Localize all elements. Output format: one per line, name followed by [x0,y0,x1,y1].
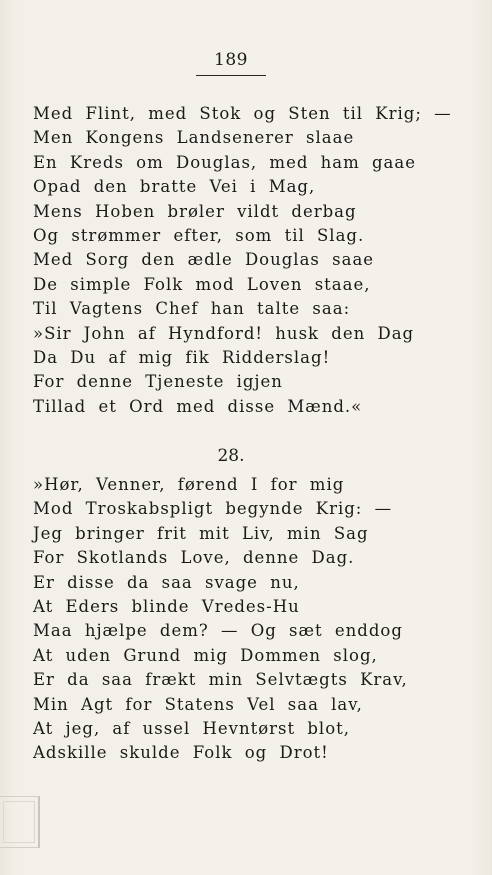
verse-line: Tillad et Ord med disse Mænd.« [33,396,363,416]
verse-line: Er disse da saa svage nu, [33,572,300,592]
verse-line: At jeg, af ussel Hevntørst blot, [33,718,351,738]
section-number: 28. [217,446,245,466]
verse-line: Mens Hoben brøler vildt derbag [33,201,357,221]
verse-line: Jeg bringer frit mit Liv, min Sag [33,523,369,543]
verse-line: Men Kongens Landsenerer slaae [33,128,355,148]
verse-line: »Sir John af Hyndford! husk den Dag [33,323,415,343]
verse-line: Er da saa frækt min Selvtægts Krav, [33,670,408,690]
verse-line: De simple Folk mod Loven staae, [33,274,371,294]
verse-line: Mod Troskabspligt begynde Krig: — [33,499,393,519]
verse-line: En Kreds om Douglas, med ham gaae [33,152,416,172]
verse-line: Maa hjælpe dem? — Og sæt enddog [33,621,403,641]
verse-line: For Skotlands Love, denne Dag. [33,548,355,568]
verse-line: Min Agt for Statens Vel saa lav, [33,694,363,714]
verse-line: »Hør, Venner, førend I for mig [33,475,345,494]
verse-line: Og strømmer efter, som til Slag. [33,225,365,245]
verse-line: At uden Grund mig Dommen slog, [33,645,378,665]
margin-stamp-mark [0,796,40,848]
verse-line: Opad den bratte Vei i Mag, [33,177,316,197]
verse-line: For denne Tjeneste igjen [33,372,283,392]
stanza-1 [33,102,452,419]
verse-line: Adskille skulde Folk og Drot! [33,743,329,763]
verse-line: Med Flint, med Stok og Sten til Krig; — [33,104,452,123]
page-number-rule [196,75,266,76]
verse-line: Med Sorg den ædle Douglas saae [33,250,375,270]
stanza-2 [33,473,433,766]
verse-line: Da Du af mig fik Ridderslag! [33,347,331,367]
verse-line: At Eders blinde Vredes-Hu [33,596,300,616]
verse-line: Til Vagtens Chef han talte saa: [33,299,351,319]
page-number: 189 [214,50,248,70]
